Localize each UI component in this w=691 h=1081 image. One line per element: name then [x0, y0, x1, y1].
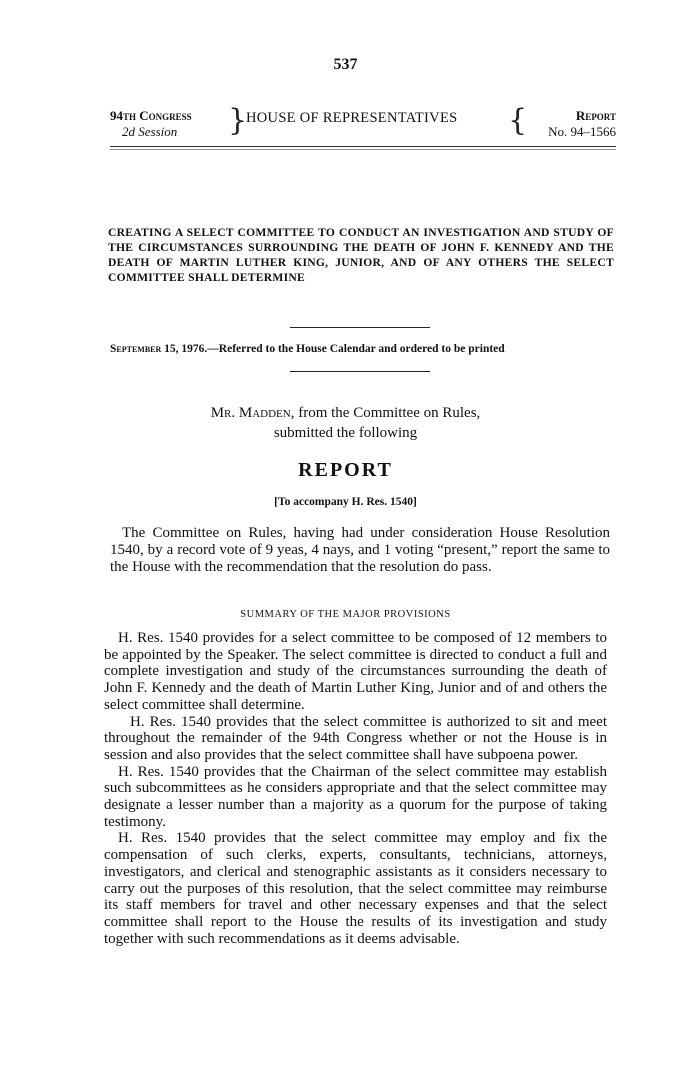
provisions-body [104, 630, 607, 947]
title-divider [290, 327, 430, 328]
accompany-note: [To accompany H. Res. 1540] [274, 496, 417, 508]
submitter-name: Mr. Madden [210, 405, 291, 421]
congress-label: 94th Congress [110, 108, 192, 123]
provision-paragraph: H. Res. 1540 provides that the Chairman of the select committee may establish such subcommittees as he considers appropriate and that the select committee may designate a lesser number than a majority as a quorum for the purpose of taking testimony. [104, 763, 607, 830]
chamber-title: HOUSE OF REPRESENTATIVES [246, 110, 458, 126]
summary-heading: SUMMARY OF THE MAJOR PROVISIONS [240, 609, 451, 620]
report-number-block [516, 108, 616, 140]
date-line [110, 343, 616, 355]
report-label: Report [575, 108, 616, 123]
session-label: 2d Session [122, 124, 178, 139]
submitter-committee: , from the Committee on Rules, [290, 405, 481, 421]
report-header [110, 103, 616, 148]
date-line-text: —Referred to the House Calendar and ordered to be printed [207, 343, 505, 355]
date-divider [290, 371, 430, 372]
report-number: No. 94–1566 [548, 124, 616, 139]
left-brace-icon: { [508, 103, 528, 138]
submitter-block [0, 403, 691, 443]
right-brace-icon: } [228, 103, 248, 138]
provision-paragraph: H. Res. 1540 provides that the select committee may employ and fix the compensation of such clerks, experts, consultants, technicians, attorneys, investigators, and clerical and stenographic assistants as it considers necessary to carry out the purposes of this resolution, that the select committee may reimburse its staff members for travel and other necessary expenses and that the select committee shall report to the House the results of its investigation and study together with such recommendations as it deems advisable. [104, 830, 607, 947]
date: September 15, 1976. [110, 343, 208, 355]
provision-paragraph: H. Res. 1540 provides that the select committee is authorized to sit and meet throughout the remainder of the 94th Congress whether or not the House is in session and also provides that the select committee shall have subpoena power. [104, 713, 607, 763]
page-number: 537 [333, 56, 358, 73]
header-rule [110, 146, 616, 147]
submitted-following: submitted the following [273, 425, 418, 441]
provision-paragraph: H. Res. 1540 provides for a select committee to be composed of 12 members to be appointed by the Speaker. The select committee is directed to conduct a full and complete investigation and study of the circumstances surrounding the death of John F. Kennedy and the death of Martin Luther King, Junior and of and others the select committee shall determine. [104, 630, 607, 713]
header-rule-secondary [110, 149, 616, 150]
congress-session [110, 108, 230, 140]
report-heading: REPORT [298, 459, 393, 481]
report-title: CREATING A SELECT COMMITTEE TO CONDUCT AN INVESTIGATION AND STUDY OF THE CIRCUMSTANCES SURROUNDING THE DEATH OF JOHN F. KENNEDY AND THE DEATH OF MARTIN LUTHER KING, JUNIOR, AND OF ANY OTHERS THE SELECT COMMITTEE SHALL DETERMINE [108, 226, 614, 284]
intro-paragraph: The Committee on Rules, having had under consideration House Resolution 1540, by a record vote of 9 yeas, 4 nays, and 1 voting “present,” report the same to the House with the recommendation that the resolution do pass. [110, 525, 610, 575]
